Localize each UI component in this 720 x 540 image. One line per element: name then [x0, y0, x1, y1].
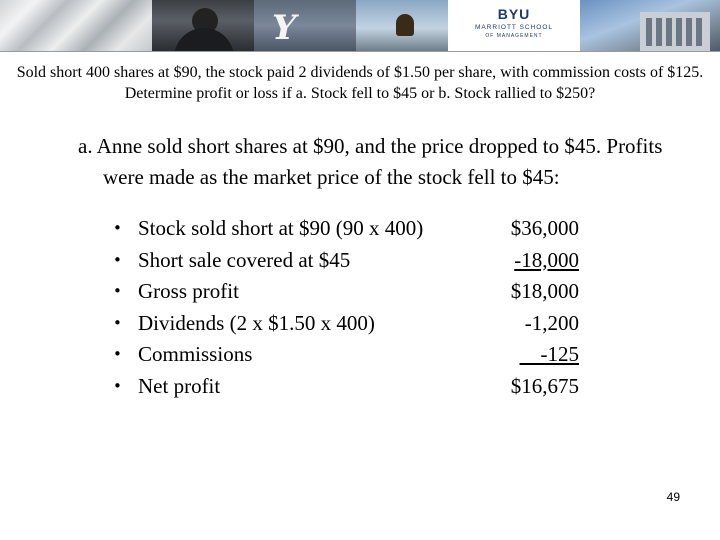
- list-item: [113, 371, 603, 403]
- y-mountain-logo: Y: [272, 8, 297, 48]
- banner-statue-panel: [152, 0, 254, 51]
- item-label: Net profit: [138, 373, 221, 398]
- bullet-icon: •: [113, 282, 122, 300]
- bullet-icon: •: [113, 219, 122, 237]
- bullet-icon: •: [113, 250, 122, 269]
- item-amount: -125: [519, 342, 579, 366]
- item-amount: $18,000: [510, 279, 579, 303]
- banner-building-panel: [580, 0, 720, 51]
- building-shape: [640, 12, 710, 51]
- page-number: 49: [666, 490, 680, 504]
- calculation-list: [113, 213, 603, 402]
- banner-y-panel: [254, 0, 356, 51]
- list-item: [113, 213, 603, 245]
- bullet-icon: •: [113, 313, 122, 332]
- banner-bell-panel: [356, 0, 448, 51]
- item-label: Dividends (2 x $1.50 x 400): [138, 310, 375, 335]
- item-amount: $16,675: [510, 373, 579, 398]
- bullet-icon: •: [113, 345, 122, 363]
- logo-line2: MARRIOTT SCHOOL: [474, 24, 554, 31]
- list-item: [113, 308, 603, 340]
- item-amount: -1,200: [524, 310, 579, 335]
- part-a-section: [78, 131, 678, 193]
- item-label: Commissions: [138, 342, 253, 366]
- item-amount: $36,000: [510, 216, 579, 240]
- item-amount: -18,000: [514, 247, 579, 272]
- bullet-icon: •: [113, 376, 122, 395]
- byu-marriott-logo: [448, 0, 580, 51]
- item-label: Short sale covered at $45: [138, 247, 351, 272]
- logo-line3: OF MANAGEMENT: [485, 33, 543, 39]
- item-label: Gross profit: [138, 279, 239, 303]
- logo-line1: BYU: [497, 6, 531, 22]
- bell-icon: [396, 14, 414, 36]
- list-item: [113, 245, 603, 277]
- list-item: [113, 276, 603, 308]
- part-a-lead: a. Anne sold short shares at $90, and the price dropped to $45. Profits were made as the market price of the stock fell to $45:: [78, 134, 663, 189]
- statue-body-shape: [174, 28, 234, 51]
- problem-statement: Sold short 400 shares at $90, the stock paid 2 dividends of $1.50 per share, with commission costs of $125. Determine profit or loss if a. Stock fell to $45 or b. Stock rallied to $250?: [16, 64, 704, 102]
- banner-metal-panel: [0, 0, 152, 51]
- list-item: [113, 339, 603, 371]
- header-banner: [0, 0, 720, 52]
- item-label: Stock sold short at $90 (90 x 400): [138, 216, 424, 240]
